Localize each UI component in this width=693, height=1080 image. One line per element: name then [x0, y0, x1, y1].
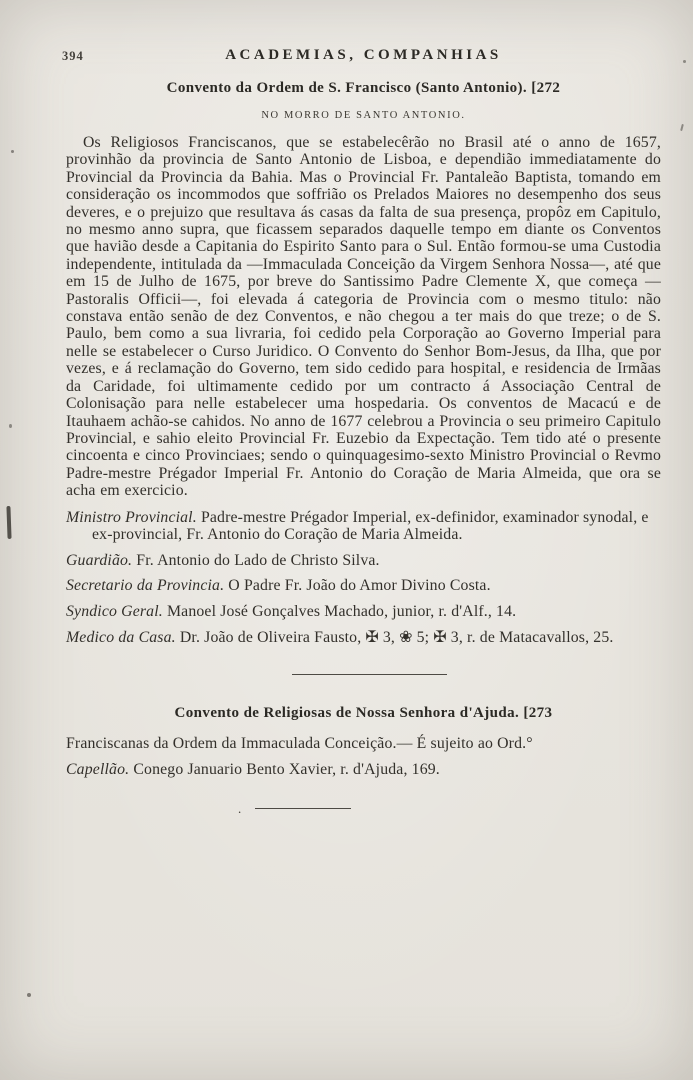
section-intro: Franciscanas da Ordem da Immaculada Conceição.— É sujeito ao Ord.° [66, 735, 533, 753]
scan-artifact-speck [11, 150, 14, 153]
entry-label: Guardião. [66, 551, 133, 569]
entry-label: Medico da Casa. [66, 628, 176, 646]
entry-label: Ministro Provincial. [66, 508, 197, 526]
section-convento-n-s-ajuda [66, 705, 661, 779]
scan-artifact-speck [683, 60, 686, 63]
entry-medico [66, 629, 661, 647]
scan-artifact-speck [9, 424, 12, 428]
entry-syndico [66, 603, 661, 621]
entry-label: Secretario da Provincia. [66, 577, 225, 595]
entry-label: Capellão. [66, 761, 130, 779]
section-title: Convento de Religiosas de Nossa Senhora d'Ajuda. [273 [174, 705, 553, 722]
entry-ministro-provincial [66, 509, 661, 544]
end-divider-row [238, 801, 661, 817]
end-mark: . [238, 800, 242, 816]
directory-entries [66, 509, 661, 647]
entry-text: Fr. Antonio do Lado de Christo Silva. [136, 551, 380, 569]
entry-capellao [66, 761, 661, 779]
end-divider [255, 808, 351, 809]
page-header [62, 46, 661, 66]
scan-artifact-tick [680, 124, 684, 131]
entry-secretario [66, 577, 661, 595]
section-title: Convento da Ordem de S. Francisco (Santo Antonio). [272 [166, 80, 561, 96]
entry-text: Padre-mestre Prégador Imperial, ex-definidor, examinador synodal, e ex-provincial, Fr. Antonio do Coração de Maria Almeida. [92, 508, 649, 544]
entry-text: Conego Januario Bento Xavier, r. d'Ajuda, 169. [133, 761, 440, 779]
entry-text: Manoel José Gonçalves Machado, junior, r. d'Alf., 14. [166, 602, 517, 620]
section-divider [292, 674, 447, 675]
entry-label: Syndico Geral. [66, 602, 163, 620]
entry-guardiao [66, 552, 661, 570]
running-header: ACADEMIAS, COMPANHIAS [225, 47, 502, 63]
body-paragraph: Os Religiosos Franciscanos, que se estabelecêrão no Brasil até o anno de 1657, provinhão da provincia de Santo Antonio de Lisboa, e dependião immediatamente do Provincial da Provincia da Bahia. Mas o Provincial Fr. Pantaleão Baptista, tomando em consideração os incommodos que soffrião os Prelados Maiores no desempenho dos seus deveres, e o prejuizo que resultava ás casas da falta de sua presença, propôz em Capitulo, no mesmo anno supra, que ficassem separados daquelle tempo em diante os Conventos que havião desde a Capitania do Espirito Santo para o Sul. Então formou-se uma Custodia independente, intitulada da —Immaculada Conceição da Virgem Senhora Nossa—, até que em 15 de Julho de 1675, por breve do Santissimo Padre Clemente X, que começa —Pastoralis Officii—, foi elevada á categoria de Provincia com o mesmo titulo: não constava então senão de dez Conventos, e não chegou a ter mais do que treze; o de S. Paulo, bem como a sua livraria, foi cedido pela Corporação ao Governo Imperial para nelle se estabelecer o Curso Juridico. O Convento do Senhor Bom-Jesus, da Ilha, que por vezes, e á reclamação do Governo, tem sido cedido para hospital, e residencia de Irmãas da Caridade, foi ultimamente cedido por um contracto á Associação Central de Colonisação para nelle estabelecer uma hospedaria. Os conventos de Macacú e de Itauhaem achão-se cahidos. No anno de 1677 celebrou a Provincia o seu primeiro Capitulo Provincial, e sahio eleito Provincial Fr. Euzebio da Expectação. Tem tido até o presente cincoenta e cinco Provinciaes; sendo o quinquagesimo-sexto Ministro Provincial o Revmo Padre-mestre Prégador Imperial Fr. Antonio do Coração de Maria Almeida, que ora se acha em exercicio. [66, 134, 661, 500]
scan-artifact-speck [27, 993, 31, 997]
section-convento-s-francisco [66, 80, 661, 646]
scan-artifact-ink-bar [6, 506, 11, 539]
entry-text: Dr. João de Oliveira Fausto, ✠ 3, ❀ 5; ✠ 3, r. de Matacavallos, 25. [179, 628, 614, 646]
entry-text: O Padre Fr. João do Amor Divino Costa. [228, 577, 491, 595]
page-number: 394 [62, 49, 84, 63]
section-subtitle: NO MORRO DE SANTO ANTONIO. [261, 110, 466, 121]
